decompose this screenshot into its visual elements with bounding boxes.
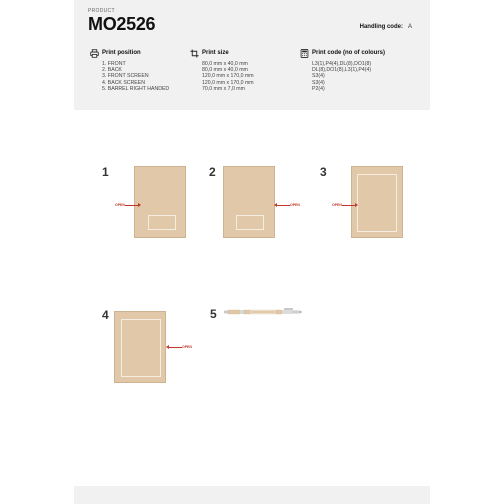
pen-barrel bbox=[224, 307, 302, 317]
size-item: 80,0 mm x 40,0 mm bbox=[202, 61, 248, 67]
printer-icon bbox=[90, 49, 99, 58]
size-item: 120,0 mm x 170,0 mm bbox=[202, 73, 254, 80]
print-area-back-screen bbox=[121, 319, 161, 377]
position-number-5: 5 bbox=[210, 307, 217, 321]
size-item: 70,0 mm x 7,0 mm bbox=[202, 85, 245, 92]
arrow-left-icon bbox=[168, 347, 182, 348]
open-label: OPEN bbox=[290, 203, 300, 207]
open-indicator-2 bbox=[276, 203, 300, 207]
product-label: PRODUCT bbox=[88, 8, 115, 14]
header-panel bbox=[74, 0, 430, 110]
position-number-2: 2 bbox=[209, 165, 216, 179]
crop-icon bbox=[190, 49, 199, 58]
open-indicator-1 bbox=[115, 203, 139, 207]
open-label: OPEN bbox=[332, 203, 342, 207]
position-number-4: 4 bbox=[102, 308, 109, 322]
handling-label: Handling code: bbox=[359, 24, 403, 30]
print-position-title: Print position bbox=[102, 50, 141, 56]
print-area-back bbox=[236, 215, 264, 230]
notebook-front-screen bbox=[351, 166, 403, 238]
calculator-icon bbox=[300, 49, 309, 58]
arrow-right-icon bbox=[342, 205, 356, 206]
notebook-front bbox=[134, 166, 186, 238]
print-code-column bbox=[300, 48, 385, 92]
position-item: 4. BACK SCREEN bbox=[102, 79, 145, 86]
notebook-back-screen bbox=[114, 311, 166, 383]
open-indicator-3 bbox=[332, 203, 356, 207]
print-code-title: Print code (no of colours) bbox=[312, 50, 385, 56]
notebook-back bbox=[223, 166, 275, 238]
size-item: 80,0 mm x 40,0 mm bbox=[202, 67, 248, 74]
code-item: S3(4) bbox=[312, 73, 325, 80]
code-item: DL(8),DO1(8),L3(1),P4(4) bbox=[312, 67, 372, 74]
position-number-1: 1 bbox=[102, 165, 109, 179]
code-item: L3(1),P4(4),DL(8),DO1(8) bbox=[312, 61, 372, 67]
position-item: 5. BARREL RIGHT HANDED bbox=[102, 85, 170, 92]
open-label: OPEN bbox=[182, 345, 192, 349]
footer-bar bbox=[74, 486, 430, 504]
arrow-right-icon bbox=[125, 205, 139, 206]
print-position-column bbox=[90, 48, 169, 92]
open-label: OPEN bbox=[115, 203, 125, 207]
arrow-left-icon bbox=[276, 205, 290, 206]
position-number-3: 3 bbox=[320, 165, 327, 179]
position-item: 2. BACK bbox=[102, 67, 122, 74]
print-size-title: Print size bbox=[202, 50, 229, 56]
product-code: MO2526 bbox=[88, 14, 156, 34]
open-indicator-4 bbox=[168, 345, 192, 349]
code-item: P2(4) bbox=[312, 85, 325, 92]
size-item: 120,0 mm x 170,0 mm bbox=[202, 79, 254, 86]
position-item: 1. FRONT bbox=[102, 61, 126, 67]
handling-code bbox=[360, 24, 412, 30]
code-item: S3(4) bbox=[312, 79, 325, 86]
print-area-front-screen bbox=[357, 174, 397, 232]
handling-value: A bbox=[407, 24, 412, 30]
print-area-front bbox=[148, 215, 176, 230]
position-item: 3. FRONT SCREEN bbox=[102, 73, 149, 80]
print-size-column bbox=[190, 48, 254, 92]
